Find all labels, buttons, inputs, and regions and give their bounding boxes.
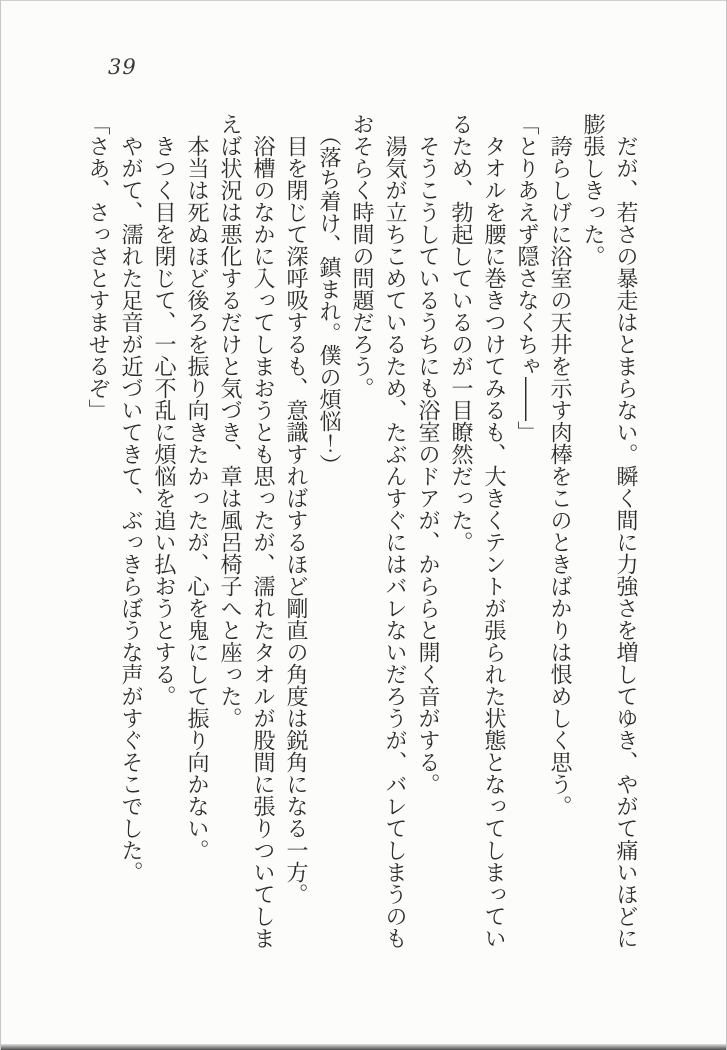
scan-edge	[1, 1044, 726, 1050]
text-line: 誇らしげに浴室の天井を示す肉棒をこのときばかりは恨めしく思う。	[547, 113, 572, 817]
text-line: おそらく時間の問題だろう。	[349, 113, 374, 399]
text-line: （落ち着け、鎮まれ。僕の煩悩！）	[316, 113, 341, 476]
text-line: 「さあ、さっさとすませるぞ」	[85, 113, 110, 421]
text-line: そうこうしているうちにも浴室のドアが、かららと開く音がする。	[415, 113, 440, 795]
text-line: きつく目を閉じて、一心不乱に煩悩を追い払おうとする。	[151, 113, 176, 707]
text-line: 浴槽のなかに入ってしまおうとも思ったが、濡れたタオルが股間に張りついてしま	[250, 113, 275, 949]
text-line: 目を閉じて深呼吸するも、意識すればするほど剛直の角度は鋭角になる一方。	[283, 113, 308, 905]
text-line: 本当は死ぬほど後ろを振り向きたかったが、心を鬼にして振り向かない。	[184, 113, 209, 861]
text-line: 「とりあえず隠さなくちゃ――」	[514, 113, 539, 443]
text-line: やがて、濡れた足音が近づいてきて、ぶっきらぼうな声がすぐそこでした。	[118, 113, 143, 883]
text-line: 膨張しきった。	[580, 113, 605, 267]
page-number: 39	[108, 55, 137, 79]
text-line: だが、若さの暴走はとまらない。瞬く間に力強さを増してゆき、やがて痛いほどに	[613, 113, 638, 949]
text-line: るため、勃起しているのが一目瞭然だった。	[448, 113, 473, 553]
text-line: えば状況は悪化するだけと気づき、章は風呂椅子へと座った。	[217, 113, 242, 729]
text-line: タオルを腰に巻きつけてみるも、大きくテントが張られた状態となってしまってい	[481, 113, 506, 949]
vertical-text-block	[81, 113, 642, 961]
text-line: 湯気が立ちこめているため、たぶんすぐにはバレないだろうが、バレてしまうのも	[382, 113, 407, 949]
